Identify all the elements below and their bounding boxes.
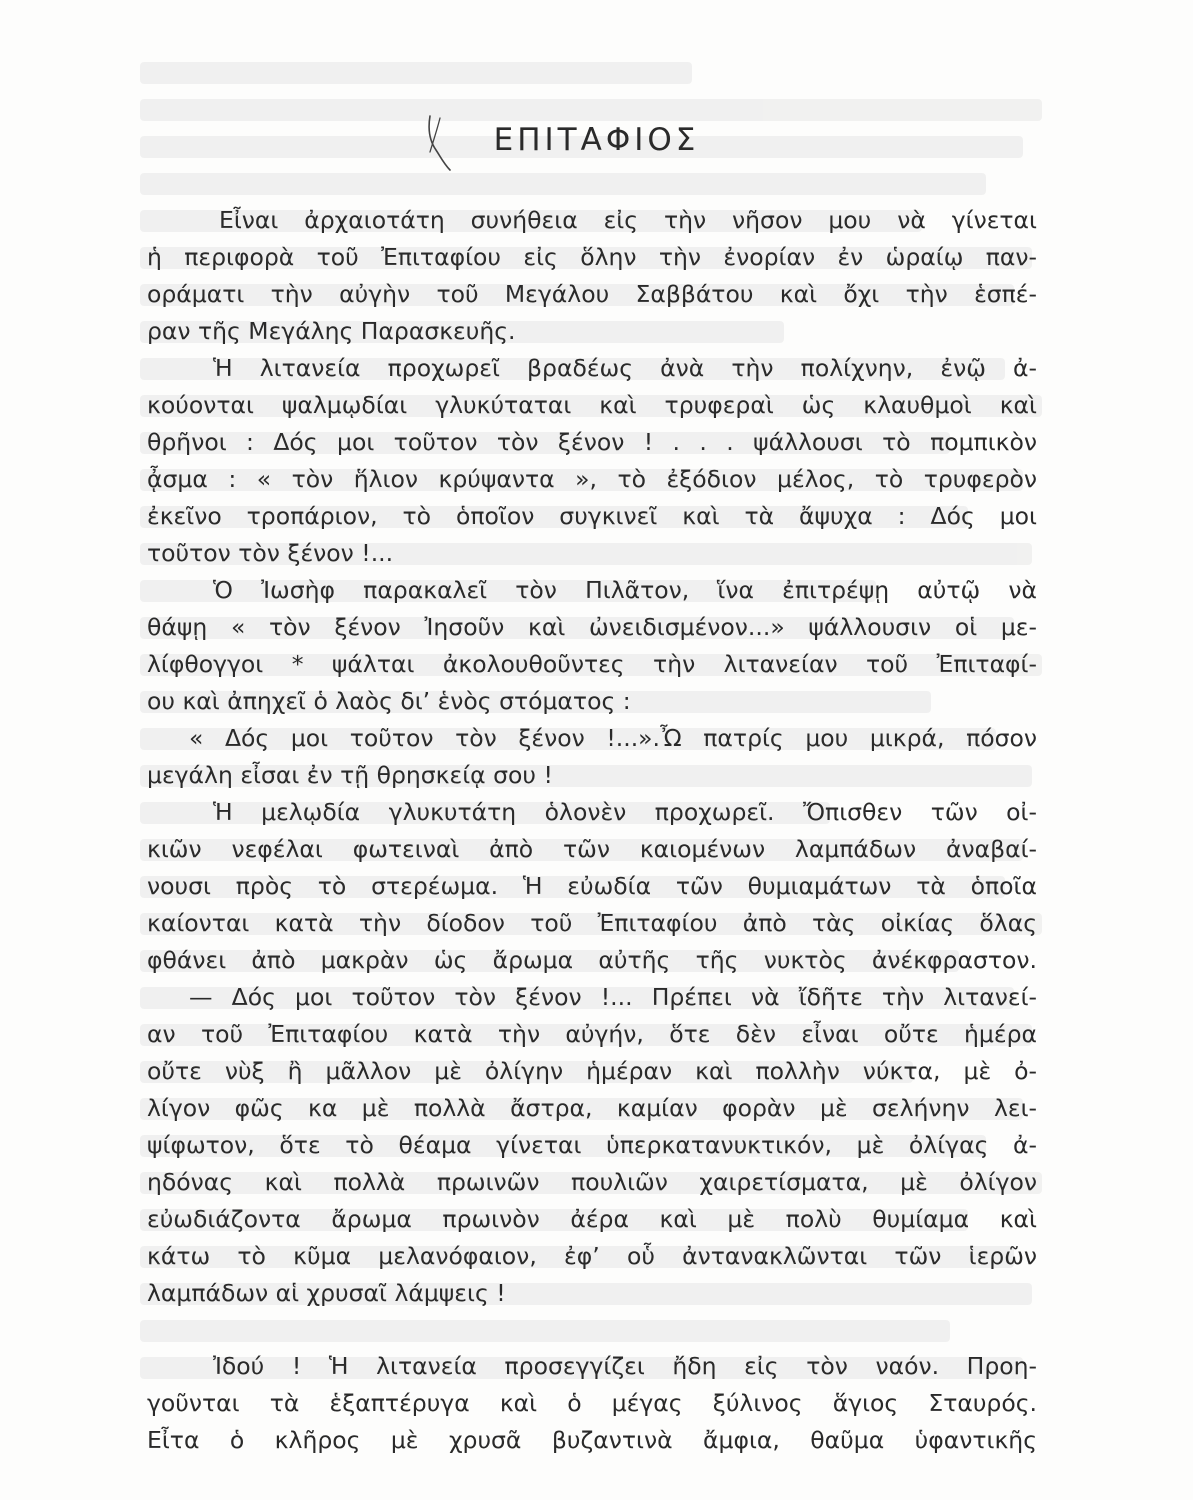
- text-line: εὐωδιάζοντα ἄρωμα πρωινὸν ἀέρα καὶ μὲ πολὺ θυμίαμα καὶ: [147, 1205, 1037, 1233]
- chapter-title: ΕΠΙΤΑΦΙΟΣ: [493, 122, 700, 158]
- text-line: « Δός μοι τοῦτον τὸν ξένον !...».Ὦ πατρίς μου μικρά, πόσον: [189, 724, 1037, 752]
- text-line: θάψῃ « τὸν ξένον Ἰησοῦν καὶ ὠνειδισμένον...» ψάλλουσιν οἱ με-: [147, 613, 1037, 641]
- text-line: θρῆνοι : Δός μοι τοῦτον τὸν ξένον ! . . . ψάλλουσι τὸ πομπικὸν: [147, 428, 1037, 456]
- text-line: λαμπάδων αἱ χρυσαῖ λάμψεις !: [147, 1279, 506, 1307]
- text-line: λίφθογγοι * ψάλται ἀκολουθοῦντες τὴν λιτανείαν τοῦ Ἐπιταφί-: [147, 650, 1037, 678]
- text-line: τοῦτον τὸν ξένον !...: [147, 539, 394, 567]
- text-line: ἡ περιφορὰ τοῦ Ἐπιταφίου εἰς ὅλην τὴν ἐνορίαν ἐν ὡραίῳ παν-: [147, 243, 1037, 271]
- text-line: ᾆσμα : « τὸν ἥλιον κρύψαντα », τὸ ἐξόδιον μέλος, τὸ τρυφερὸν: [147, 465, 1037, 493]
- chapter-body: [147, 202, 1037, 1459]
- text-line: νουσι πρὸς τὸ στερέωμα. Ἡ εὐωδία τῶν θυμιαμάτων τὰ ὁποῖα: [147, 872, 1037, 900]
- text-line: κούονται ψαλμῳδίαι γλυκύταται καὶ τρυφεραὶ ὡς κλαυθμοὶ καὶ: [147, 391, 1037, 419]
- text-line: Ἡ μελῳδία γλυκυτάτη ὁλονὲν προχωρεῖ. Ὄπισθεν τῶν οἰ-: [213, 798, 1037, 826]
- text-line: ραν τῆς Μεγάλης Παρασκευῆς.: [147, 317, 516, 345]
- text-line: μεγάλη εἶσαι ἐν τῇ θρησκείᾳ σου !: [147, 761, 553, 789]
- text-line: αν τοῦ Ἐπιταφίου κατὰ τὴν αὐγήν, ὅτε δὲν εἶναι οὔτε ἡμέρα: [147, 1020, 1037, 1048]
- text-line: ἐκεῖνο τροπάριον, τὸ ὁποῖον συγκινεῖ καὶ τὰ ἄψυχα : Δός μοι: [147, 502, 1037, 530]
- text-line: ψίφωτον, ὅτε τὸ θέαμα γίνεται ὑπερκατανυκτικόν, μὲ ὀλίγας ἀ-: [147, 1131, 1037, 1159]
- text-line: γοῦνται τὰ ἑξαπτέρυγα καὶ ὁ μέγας ξύλινος ἅγιος Σταυρός.: [147, 1389, 1037, 1417]
- text-line: καίονται κατὰ τὴν δίοδον τοῦ Ἐπιταφίου ἀπὸ τὰς οἰκίας ὅλας: [147, 909, 1037, 937]
- text-line: κάτω τὸ κῦμα μελανόφαιον, ἐφ’ οὗ ἀντανακλῶνται τῶν ἱερῶν: [147, 1242, 1037, 1270]
- text-line: Εἶναι ἀρχαιοτάτη συνήθεια εἰς τὴν νῆσον μου νὰ γίνεται: [219, 206, 1037, 234]
- text-line: Ἡ λιτανεία προχωρεῖ βραδέως ἀνὰ τὴν πολίχνην, ἐνῷ ἀ-: [213, 354, 1037, 382]
- chapter-header: [0, 122, 1193, 158]
- text-line: οὔτε νὺξ ἢ μᾶλλον μὲ ὀλίγην ἡμέραν καὶ πολλὴν νύκτα, μὲ ὀ-: [147, 1057, 1037, 1085]
- text-line: Εἶτα ὁ κλῆρος μὲ χρυσᾶ βυζαντινὰ ἄμφια, θαῦμα ὑφαντικῆς: [147, 1426, 1037, 1454]
- text-line: ου καὶ ἀπηχεῖ ὁ λαὸς δι’ ἑνὸς στόματος :: [147, 687, 631, 715]
- paragraph-gap: [147, 1312, 1037, 1348]
- text-line: λίγον φῶς κα μὲ πολλὰ ἄστρα, καμίαν φορὰν μὲ σελήνην λει-: [147, 1094, 1037, 1122]
- text-line: οράματι τὴν αὐγὴν τοῦ Μεγάλου Σαββάτου καὶ ὄχι τὴν ἑσπέ-: [147, 280, 1037, 308]
- text-line: φθάνει ἀπὸ μακρὰν ὡς ἄρωμα αὐτῆς τῆς νυκτὸς ἀνέκφραστον.: [147, 946, 1037, 974]
- text-line: Ἰδού ! Ἡ λιτανεία προσεγγίζει ἤδη εἰς τὸν ναόν. Προη-: [213, 1352, 1037, 1380]
- text-line: Ὁ Ἰωσὴφ παρακαλεῖ τὸν Πιλᾶτον, ἵνα ἐπιτρέψῃ αὐτῷ νὰ: [213, 576, 1037, 604]
- text-line: κιῶν νεφέλαι φωτειναὶ ἀπὸ τῶν καιομένων λαμπάδων ἀναβαί-: [147, 835, 1037, 863]
- text-line: ηδόνας καὶ πολλὰ πρωινῶν πουλιῶν χαιρετίσματα, μὲ ὀλίγον: [147, 1168, 1037, 1196]
- text-line: — Δός μοι τοῦτον τὸν ξένον !... Πρέπει νὰ ἴδῆτε τὴν λιτανεί-: [189, 983, 1037, 1011]
